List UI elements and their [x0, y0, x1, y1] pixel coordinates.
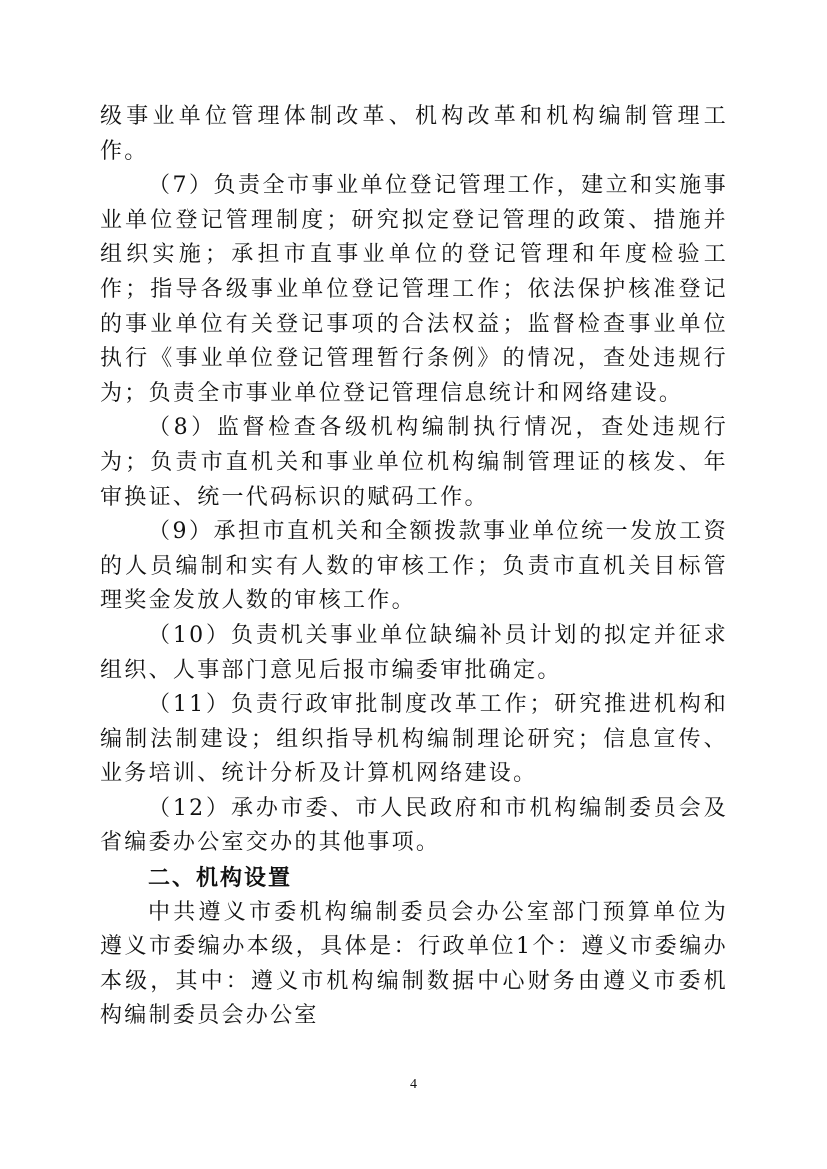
paragraph-item-7: （7）负责全市事业单位登记管理工作，建立和实施事业单位登记管理制度；研究拟定登记管理的政策、措施并组织实施；承担市直事业单位的登记管理和年度检验工作；指导各级事业单位登记管理工作；依法保护核准登记的事业单位有关登记事项的合法权益；监督检查事业单位执行《事业单位登记管理暂行条例》的情况，查处违规行为；负责全市事业单位登记管理信息统计和网络建设。 — [100, 173, 728, 406]
paragraph-continuation: 级事业单位管理体制改革、机构改革和机构编制管理工作。 — [100, 104, 728, 164]
paragraph-item-12: （12）承办市委、市人民政府和市机构编制委员会及省编委办公室交办的其他事项。 — [100, 795, 728, 856]
paragraph-item-9: （9）承担市直机关和全额拨款事业单位统一发放工资的人员编制和实有人数的审核工作；负责市直机关目标管理奖金发放人数的审核工作。 — [100, 519, 728, 614]
paragraph-item-8: （8）监督检查各级机构编制执行情况，查处违规行为；负责市直机关和事业单位机构编制管理证的核发、年审换证、统一代码标识的赋码工作。 — [100, 415, 728, 510]
page-number: 4 — [410, 1077, 417, 1092]
section-paragraph: 中共遵义市委机构编制委员会办公室部门预算单位为遵义市委编办本级，具体是：行政单位1个：遵义市委编办本级，其中：遵义市机构编制数据中心财务由遵义市委机构编制委员会办公室 — [100, 899, 728, 1029]
paragraph-item-11: （11）负责行政审批制度改革工作；研究推进机构和编制法制建设；组织指导机构编制理论研究；信息宣传、业务培训、统计分析及计算机网络建设。 — [100, 692, 728, 787]
paragraph-item-10: （10）负责机关事业单位缺编补员计划的拟定并征求组织、人事部门意见后报市编委审批确定。 — [100, 622, 728, 683]
document-page — [100, 100, 728, 1034]
section-heading: 二、机构设置 — [148, 865, 293, 892]
